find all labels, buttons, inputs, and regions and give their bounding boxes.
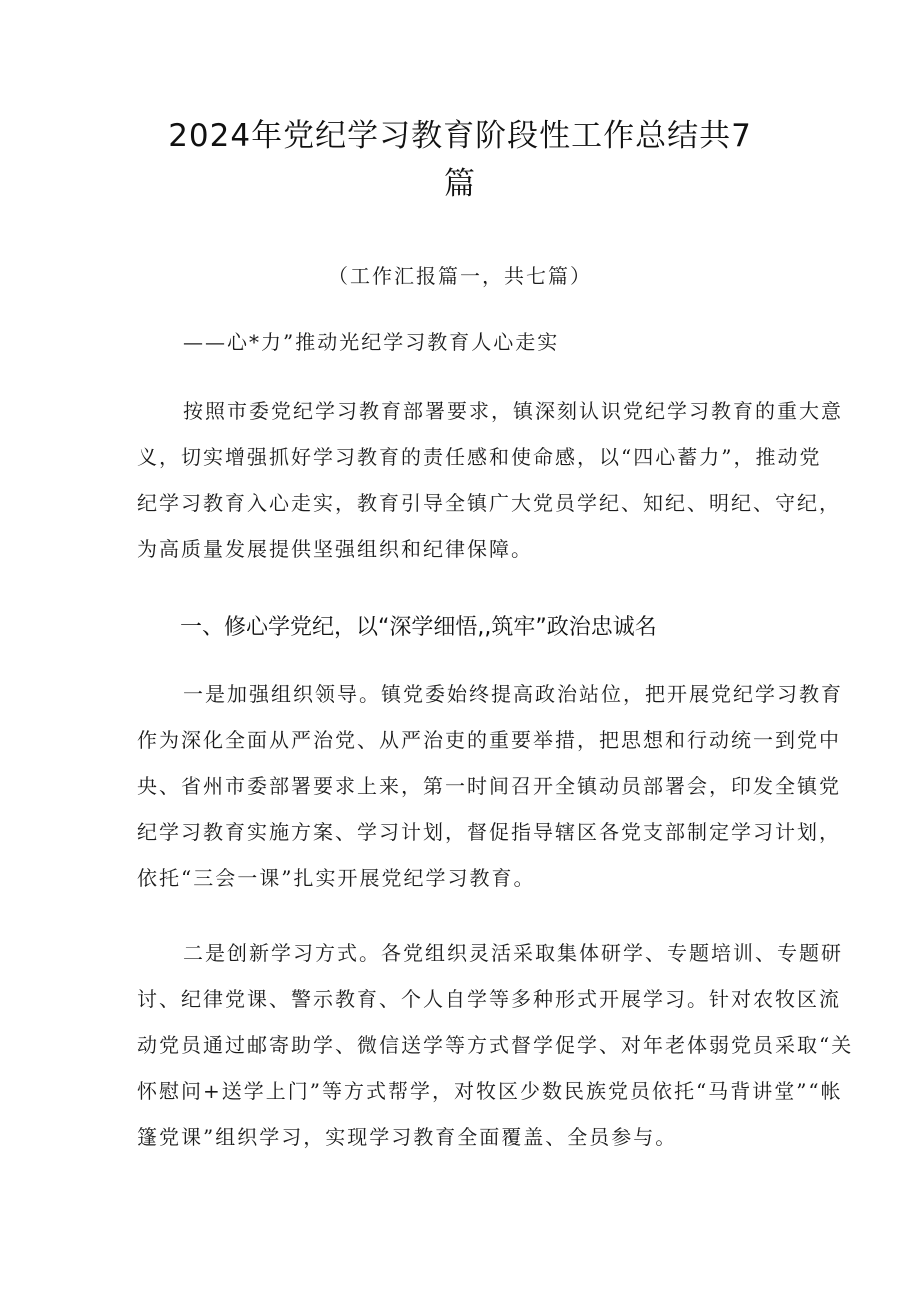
paragraph-line: 依托“三会一课”扎实开展党纪学习教育。 [137,866,536,890]
paragraph-learning-methods [137,930,854,1160]
paragraph-line: 篷党课”组织学习，实现学习教育全面覆盖、全员参与。 [137,1125,678,1149]
paragraph-line: 按照市委党纪学习教育部署要求，镇深刻认识党纪学习教育的重大意 [183,399,843,423]
document-title-line1: 2024年党纪学习教育阶段性工作总结共7 [168,118,752,154]
paragraph-line: 纪学习教育入心走实，教育引导全镇广大党员学纪、知纪、明纪、守纪， [137,491,841,515]
paragraph-line: 央、省州市委部署要求上来，第一时间召开全镇动员部署会，印发全镇党 [137,774,841,798]
paragraph-organization [137,671,843,901]
intro-paragraph [137,388,843,572]
paragraph-line: 为高质量发展提供坚强组织和纪律保障。 [137,537,533,561]
paragraph-line: 一是加强组织领导。镇党委始终提高政治站位，把开展党纪学习教育 [183,682,843,706]
paragraph-line: 义，切实增强抓好学习教育的责任感和使命感，以“四心蓄力”，推动党 [137,445,822,469]
paragraph-line: 纪学习教育实施方案、学习计划，督促指导辖区各党支部制定学习计划， [137,820,841,844]
document-subtitle: （工作汇报篇一，共七篇） [328,264,592,288]
paragraph-line: 二是创新学习方式。各党组织灵活采取集体研学、专题培训、专题研 [183,941,843,965]
paragraph-line: 动党员通过邮寄助学、微信送学等方式督学促学、对年老体弱党员采取“关 [137,1033,854,1057]
document-motto: ——心*力”推动光纪学习教育人心走实 [183,330,560,354]
section-heading: 一、修心学党纪，以“深学细悟,,筑牢”政治忠诚名 [180,615,657,640]
paragraph-line: 怀慰问+送学上门”等方式帮学，对牧区少数民族党员依托“马背讲堂”“帐 [137,1079,843,1103]
paragraph-line: 讨、纪律党课、警示教育、个人自学等多种形式开展学习。针对农牧区流 [137,987,841,1011]
document-title-line2: 篇 [444,166,476,202]
paragraph-line: 作为深化全面从严治党、从严治吏的重要举措，把思想和行动统一到党中 [137,728,841,752]
